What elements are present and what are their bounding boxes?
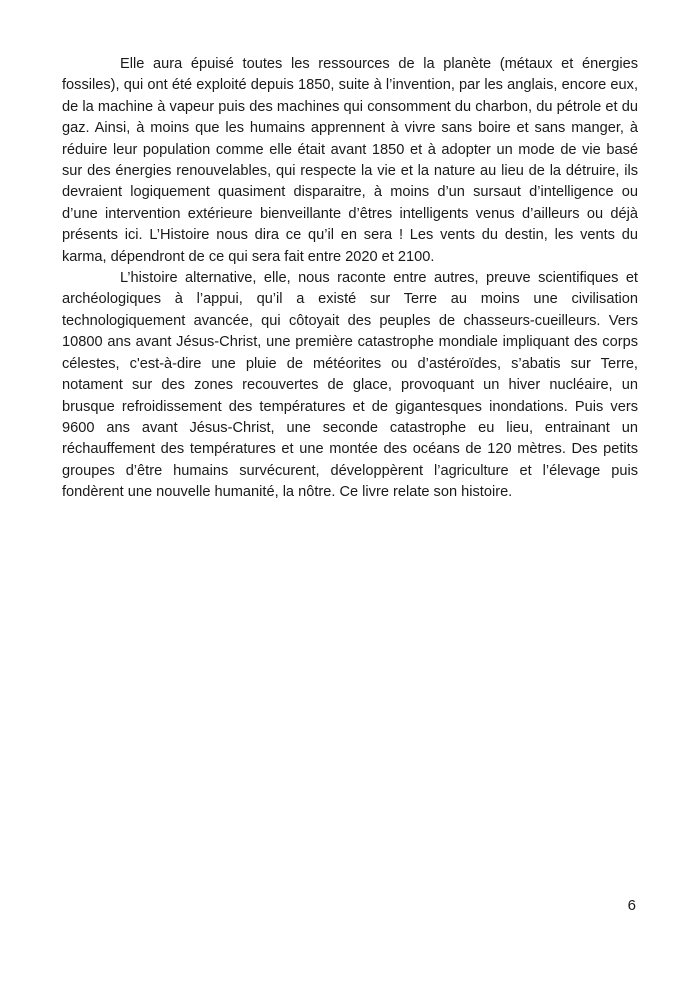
paragraph-2: L’histoire alternative, elle, nous raconte entre autres, preuve scientifiques et archéologiques à l’appui, qu’il a existé sur Terre au moins une civilisation technologiquement avancée, qui côtoyait des peuples de chasseurs-cueilleurs. Vers 10800 ans avant Jésus-Christ, une première catastrophe mondiale impliquant des corps célestes, c'est-à-dire une pluie de météorites ou d’astéroïdes, s’abatis sur Terre, notament sur des zones recouvertes de glace, provoquant un hiver nucléaire, un brusque refroidissement des températures et de gigantesques inondations. Puis vers 9600 ans avant Jésus-Christ, une seconde catastrophe eu lieu, entrainant un réchauffement des températures et une montée des océans de 120 mètres. Des petits groupes d’être humains survécurent, développèrent l’agriculture et l’élevage puis fondèrent une nouvelle humanité, la nôtre. Ce livre relate son histoire. <box>62 270 638 501</box>
document-body <box>62 54 638 504</box>
paragraph-1: Elle aura épuisé toutes les ressources de la planète (métaux et énergies fossiles), qui ont été exploité depuis 1850, suite à l’invention, par les anglais, encore eux, de la machine à vapeur puis des machines qui consomment du charbon, du pétrole et du gaz. Ainsi, à moins que les humains apprennent à vivre sans boire et sans manger, à réduire leur population comme elle était avant 1850 et à adopter un mode de vie basé sur des énergies renouvelables, qui respecte la vie et la nature au lieu de la détruire, ils devraient logiquement quasiment disparaitre, à moins d’un sursaut d’intelligence ou d’une intervention extérieure bienveillante d’êtres intelligents venus d’ailleurs ou déjà présents ici. L’Histoire nous dira ce qu’il en sera ! Les vents du destin, les vents du karma, dépendront de ce qui sera fait entre 2020 et 2100. <box>62 56 638 265</box>
page-number: 6 <box>627 897 636 914</box>
